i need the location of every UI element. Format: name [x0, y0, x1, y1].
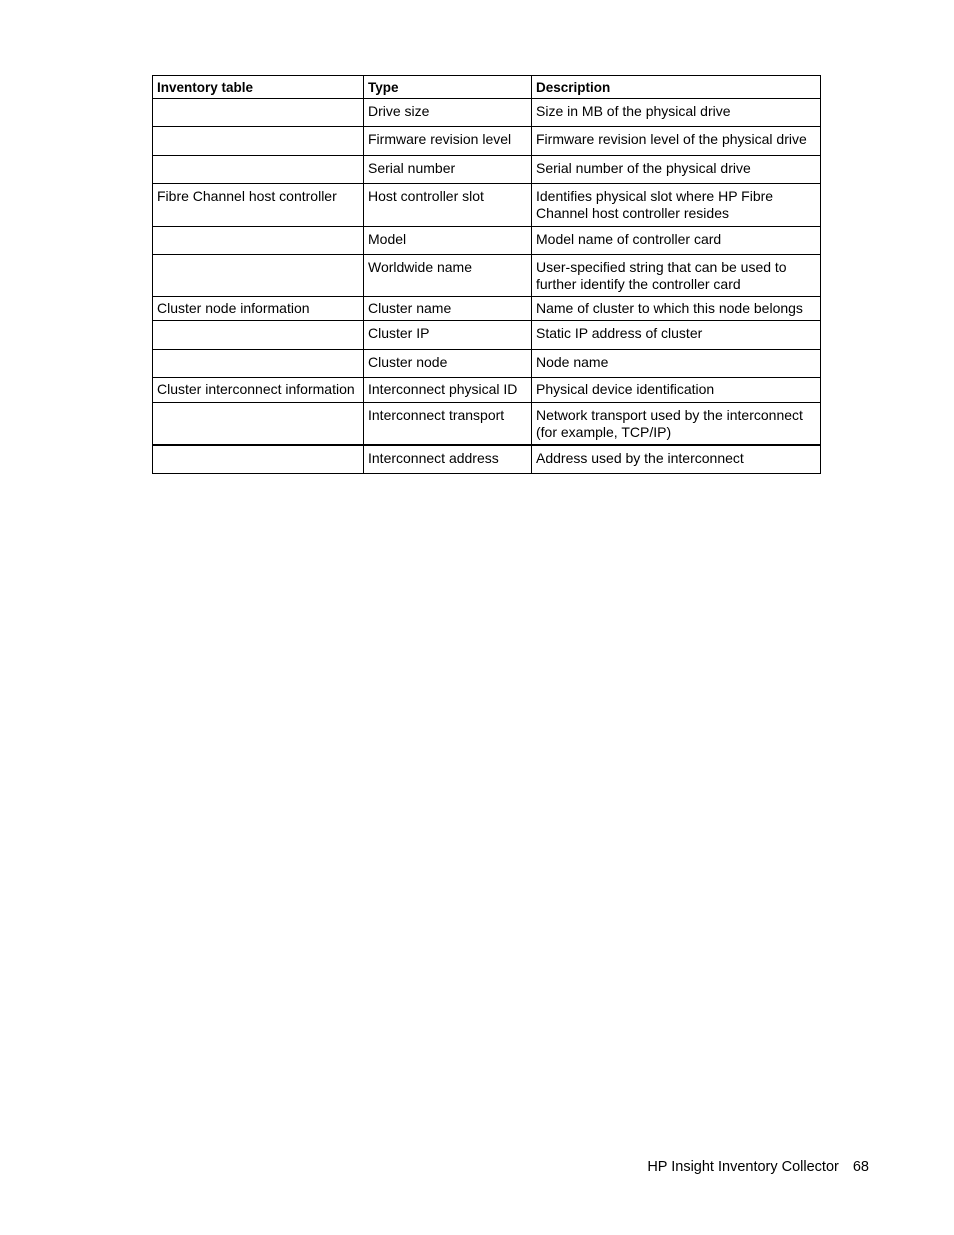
cell-type: Firmware revision level — [364, 127, 532, 156]
table-row — [153, 321, 821, 350]
cell-inventory-table — [153, 403, 364, 446]
table-row — [153, 403, 821, 446]
cell-inventory-table — [153, 99, 364, 127]
table-row — [153, 297, 821, 321]
cell-inventory-table — [153, 445, 364, 473]
cell-inventory-table: Cluster interconnect information — [153, 378, 364, 403]
header-inventory-table: Inventory table — [153, 76, 364, 99]
cell-description: Network transport used by the interconnect (for example, TCP/IP) — [532, 403, 821, 446]
cell-description: Address used by the interconnect — [532, 445, 821, 473]
cell-inventory-table: Cluster node information — [153, 297, 364, 321]
cell-type: Interconnect address — [364, 445, 532, 473]
cell-description: Identifies physical slot where HP Fibre Channel host controller resides — [532, 184, 821, 227]
cell-type: Host controller slot — [364, 184, 532, 227]
table-row — [153, 227, 821, 255]
table-header-row — [153, 76, 821, 99]
cell-description: Physical device identification — [532, 378, 821, 403]
cell-inventory-table — [153, 255, 364, 297]
cell-description: Name of cluster to which this node belongs — [532, 297, 821, 321]
cell-description: Serial number of the physical drive — [532, 156, 821, 184]
table-row — [153, 127, 821, 156]
inventory-table — [152, 75, 821, 474]
cell-description: Static IP address of cluster — [532, 321, 821, 350]
header-type: Type — [364, 76, 532, 99]
cell-description: User-specified string that can be used to further identify the controller card — [532, 255, 821, 297]
table-row — [153, 350, 821, 378]
cell-type: Interconnect transport — [364, 403, 532, 446]
cell-inventory-table — [153, 350, 364, 378]
cell-inventory-table — [153, 227, 364, 255]
cell-inventory-table — [153, 321, 364, 350]
cell-description: Model name of controller card — [532, 227, 821, 255]
table-row — [153, 99, 821, 127]
cell-type: Serial number — [364, 156, 532, 184]
header-description: Description — [532, 76, 821, 99]
cell-type: Model — [364, 227, 532, 255]
cell-type: Cluster name — [364, 297, 532, 321]
table-row — [153, 184, 821, 227]
cell-type: Drive size — [364, 99, 532, 127]
cell-type: Cluster node — [364, 350, 532, 378]
page-number: 68 — [852, 1159, 869, 1175]
cell-type: Worldwide name — [364, 255, 532, 297]
table-row — [153, 255, 821, 297]
cell-inventory-table — [153, 127, 364, 156]
cell-inventory-table: Fibre Channel host controller — [153, 184, 364, 227]
table-row — [153, 156, 821, 184]
footer-title: HP Insight Inventory Collector — [647, 1159, 839, 1175]
cell-description: Node name — [532, 350, 821, 378]
cell-type: Interconnect physical ID — [364, 378, 532, 403]
cell-type: Cluster IP — [364, 321, 532, 350]
cell-description: Firmware revision level of the physical drive — [532, 127, 821, 156]
cell-inventory-table — [153, 156, 364, 184]
cell-description: Size in MB of the physical drive — [532, 99, 821, 127]
table-row — [153, 445, 821, 473]
page-footer — [647, 1159, 869, 1175]
table-row — [153, 378, 821, 403]
